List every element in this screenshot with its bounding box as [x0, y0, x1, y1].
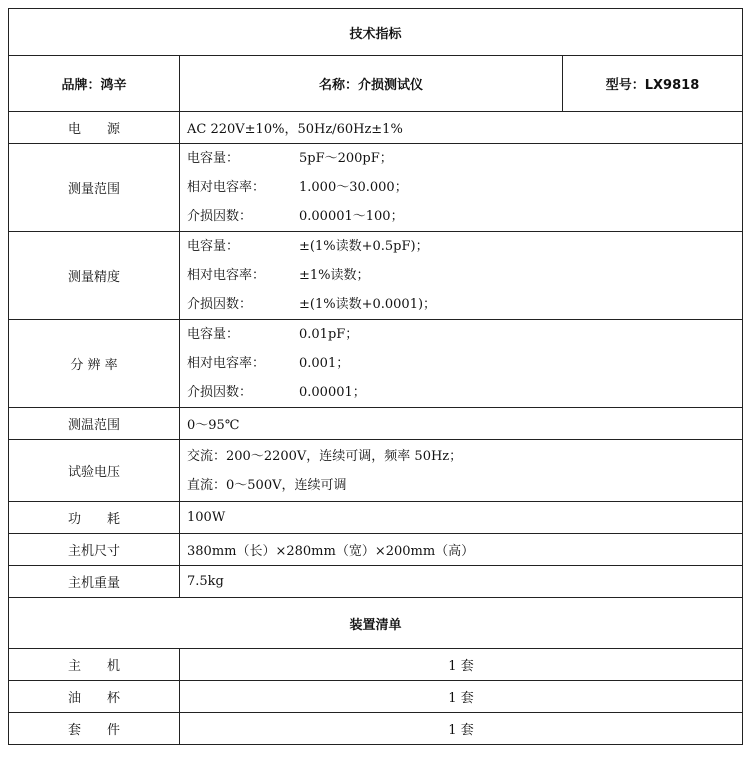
power-value: AC 220V±10%，50Hz/60Hz±1% [180, 112, 743, 144]
size-value: 380mm（长）×280mm（宽）×200mm（高） [180, 534, 743, 566]
packing-row [9, 713, 743, 745]
range-row [9, 144, 743, 232]
packing-item-label: 油 杯 [9, 681, 180, 713]
size-label: 主机尺寸 [9, 534, 180, 566]
power-consumption-label: 功 耗 [9, 502, 180, 534]
accuracy-line-permittivity: 相对电容率： ±1%读数； [187, 268, 370, 283]
accuracy-line-dissipation: 介损因数： ±(1%读数+0.0001)； [187, 297, 437, 312]
packing-item-qty: 1 套 [180, 649, 743, 681]
accuracy-line-capacitance: 电容量： ±(1%读数+0.5pF)； [187, 239, 429, 254]
range-values [180, 144, 743, 232]
resolution-line-capacitance: 电容量： 0.01pF； [187, 327, 359, 342]
weight-label: 主机重量 [9, 566, 180, 598]
power-row [9, 112, 743, 144]
product-name-cell: 名称：介损测试仪 [180, 56, 563, 112]
packing-item-label: 主 机 [9, 649, 180, 681]
range-line-permittivity: 相对电容率： 1.000～30.000； [187, 180, 408, 195]
test-voltage-line-ac: 交流：200～2200V，连续可调，频率 50Hz； [187, 448, 463, 464]
test-voltage-row [9, 440, 743, 502]
packing-title: 装置清单 [9, 598, 743, 649]
accuracy-row [9, 232, 743, 320]
packing-item-qty: 1 套 [180, 713, 743, 745]
temp-range-value: 0～95℃ [180, 408, 743, 440]
brand-cell: 品牌：鸿辛 [9, 56, 180, 112]
power-consumption-value: 100W [180, 502, 743, 534]
accuracy-values [180, 232, 743, 320]
accuracy-label: 测量精度 [9, 232, 180, 320]
weight-row [9, 566, 743, 598]
power-label: 电 源 [9, 112, 180, 144]
packing-item-label: 套 件 [9, 713, 180, 745]
resolution-row [9, 320, 743, 408]
resolution-label: 分 辨 率 [9, 320, 180, 408]
size-row [9, 534, 743, 566]
header-row [9, 56, 743, 112]
weight-value: 7.5kg [180, 566, 743, 598]
range-line-dissipation: 介损因数： 0.00001～100； [187, 209, 404, 224]
test-voltage-label: 试验电压 [9, 440, 180, 502]
spec-title: 技术指标 [9, 9, 743, 56]
power-consumption-row [9, 502, 743, 534]
resolution-line-dissipation: 介损因数： 0.00001； [187, 385, 366, 400]
temp-range-row [9, 408, 743, 440]
packing-item-qty: 1 套 [180, 681, 743, 713]
spec-table [8, 8, 743, 745]
resolution-line-permittivity: 相对电容率： 0.001； [187, 356, 350, 371]
packing-title-row [9, 598, 743, 649]
test-voltage-line-dc: 直流：0～500V，连续可调 [187, 477, 347, 493]
spec-title-row [9, 9, 743, 56]
range-label: 测量范围 [9, 144, 180, 232]
test-voltage-values [180, 440, 743, 502]
model-cell: 型号：LX9818 [563, 56, 743, 112]
resolution-values [180, 320, 743, 408]
temp-range-label: 测温范围 [9, 408, 180, 440]
packing-row [9, 649, 743, 681]
range-line-capacitance: 电容量： 5pF～200pF； [187, 151, 393, 166]
packing-row [9, 681, 743, 713]
